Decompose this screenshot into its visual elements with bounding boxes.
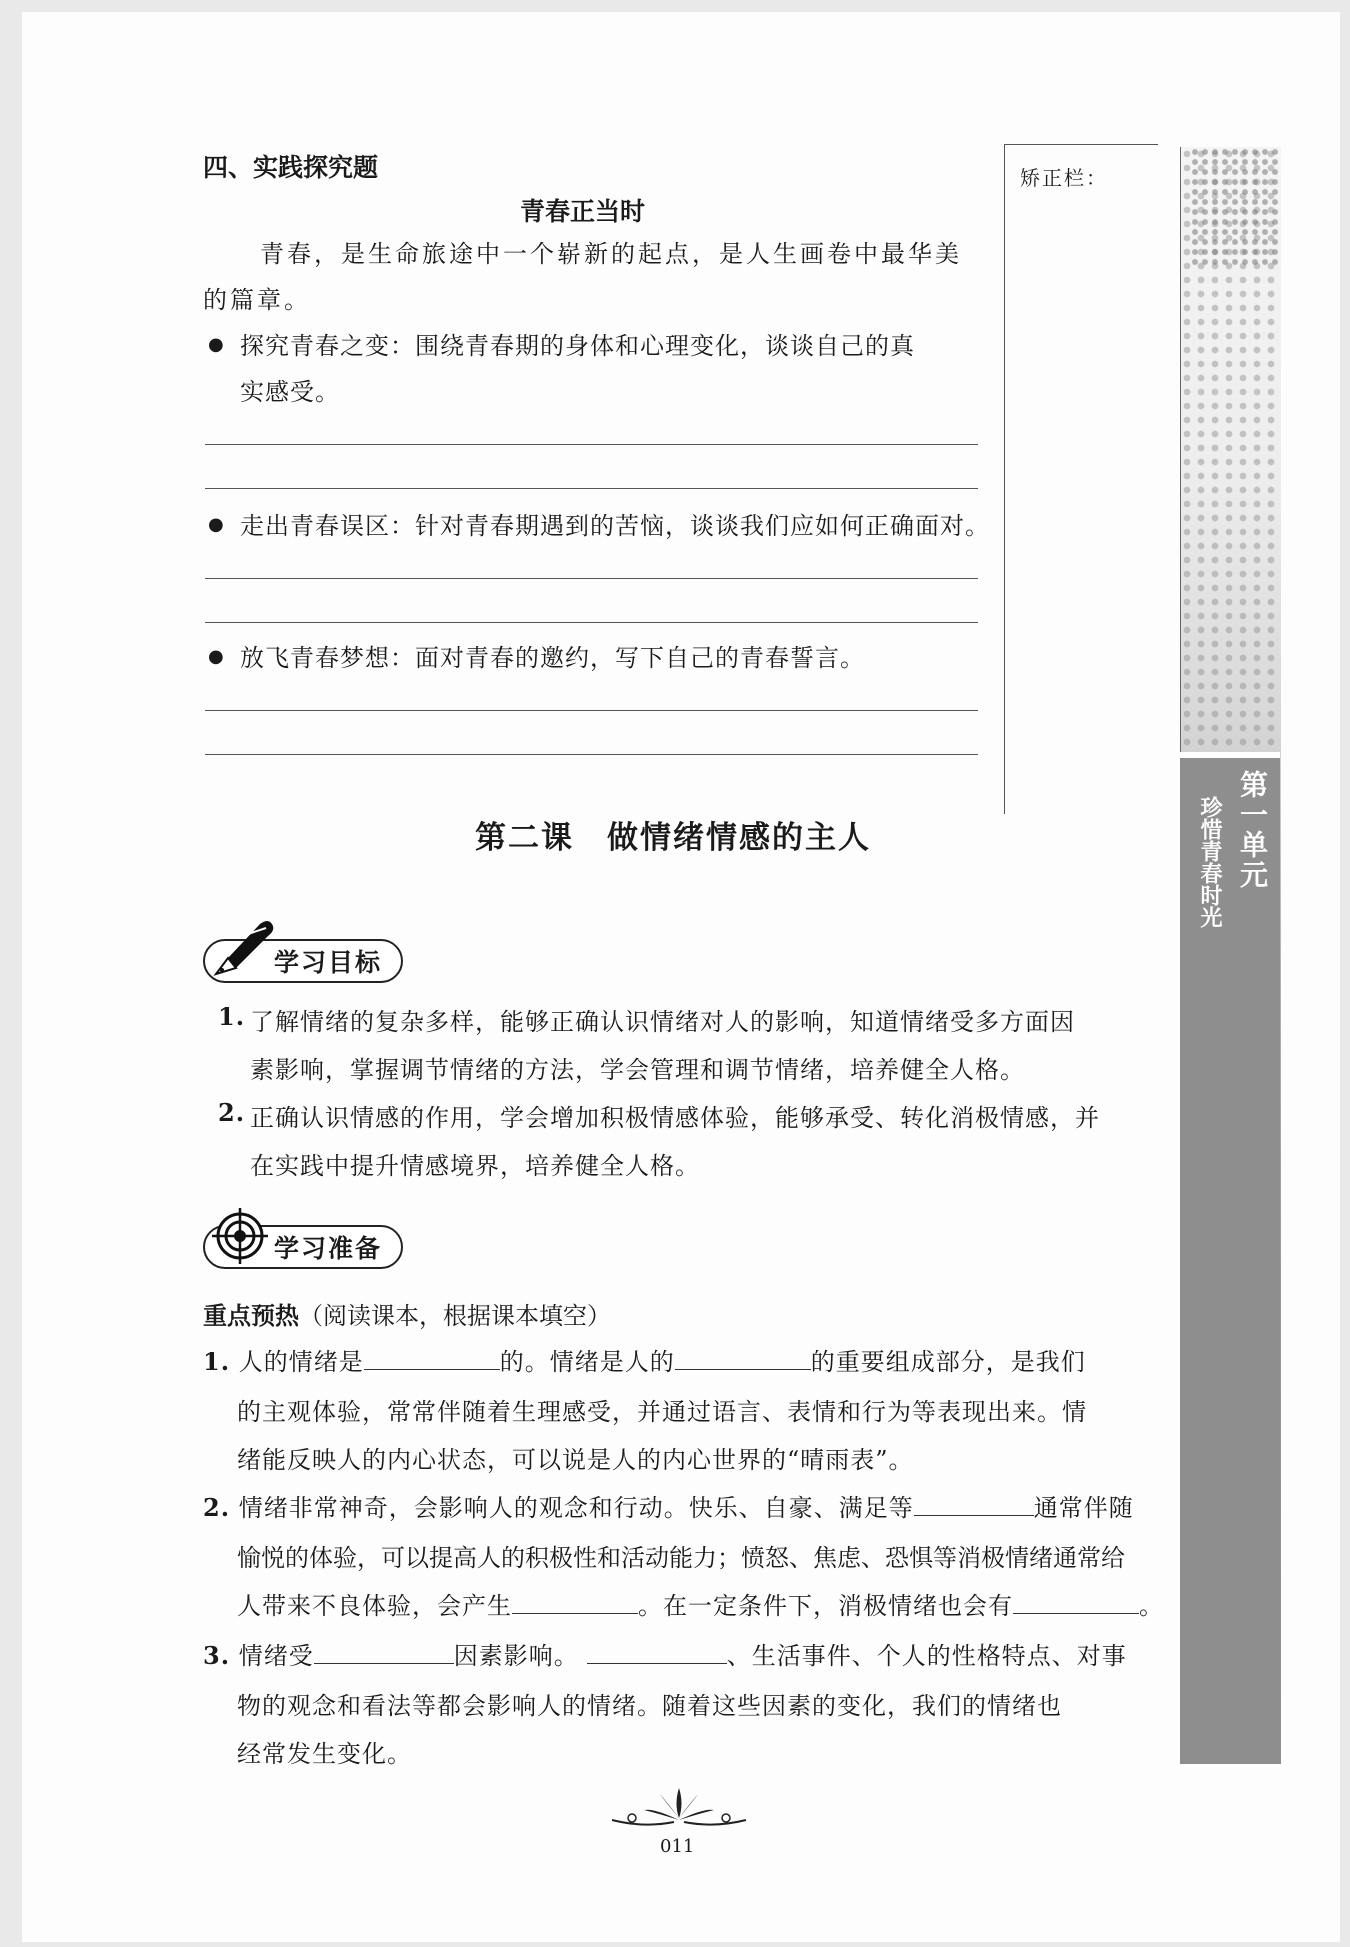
q1-line-3: 绪能反映人的内心状态，可以说是人的内心世界的“晴雨表”。 (237, 1446, 914, 1474)
warmup-note: （阅读课本，根据课本填空） (299, 1302, 611, 1330)
bullet-3-line-1: 放飞青春梦想：面对青春的邀约，写下自己的青春誓言。 (240, 644, 865, 672)
fill-blank[interactable] (1013, 1591, 1139, 1614)
q2-number: 2. (203, 1493, 231, 1522)
intro-line-1: 青春，是生命旅途中一个崭新的起点，是人生画卷中最华美 (260, 240, 962, 268)
correction-label: 矫正栏： (1020, 166, 1108, 190)
goal-1-line-1: 了解情绪的复杂多样，能够正确认识情绪对人的影响，知道情绪受多方面因 (250, 1008, 1075, 1036)
answer-line[interactable] (205, 578, 978, 579)
question-3 (203, 1636, 1127, 1671)
goal-1-line-2: 素影响，掌握调节情绪的方法，学会管理和调节情绪，培养健全人格。 (250, 1056, 1025, 1084)
fill-blank[interactable] (314, 1641, 454, 1664)
q3-line-2: 物的观念和看法等都会影响人的情绪。随着这些因素的变化，我们的情绪也 (237, 1692, 1062, 1720)
answer-line[interactable] (205, 754, 978, 755)
q2-text-b: 通常伴随 (1033, 1494, 1134, 1522)
q1-line-2: 的主观体验，常常伴随着生理感受，并通过语言、表情和行为等表现出来。情 (237, 1398, 1087, 1426)
q3-text-b: 因素影响。 (453, 1642, 579, 1670)
fill-blank[interactable] (364, 1347, 500, 1370)
bullet-dot-icon: ● (208, 334, 224, 355)
q2-text-l3b: 。在一定条件下，消极情绪也会有 (638, 1592, 1013, 1620)
fill-blank[interactable] (512, 1591, 638, 1614)
target-icon (210, 1206, 270, 1270)
bullet-dot-icon: ● (208, 514, 224, 535)
warmup-title: 重点预热 (203, 1302, 299, 1330)
answer-line[interactable] (205, 710, 978, 711)
fill-blank[interactable] (587, 1641, 727, 1664)
fill-blank[interactable] (914, 1493, 1034, 1516)
intro-line-2: 的篇章。 (203, 286, 311, 314)
q2-text-a: 情绪非常神奇，会影响人的观念和行动。快乐、自豪、满足等 (238, 1494, 914, 1522)
floral-ornament-icon (604, 1784, 754, 1840)
q3-number: 3. (203, 1641, 231, 1670)
q3-text-a: 情绪受 (238, 1642, 314, 1670)
goal-2-line-2: 在实践中提升情感境界，培养健全人格。 (250, 1152, 700, 1180)
q3-text-c: 、生活事件、个人的性格特点、对事 (726, 1642, 1127, 1670)
unit-label: 第一单元 (1236, 770, 1269, 890)
correction-column-top-border (1004, 144, 1158, 145)
bullet-dot-icon: ● (208, 646, 224, 667)
q1-number: 1. (203, 1347, 231, 1376)
q2-text-l3c: 。 (1139, 1592, 1164, 1620)
section-heading: 四、实践探究题 (203, 153, 379, 182)
q3-line-3: 经常发生变化。 (237, 1740, 412, 1768)
pen-icon (208, 918, 278, 984)
q1-text-c: 的重要组成部分，是我们 (810, 1348, 1086, 1376)
bullet-2-line-1: 走出青春误区：针对青春期遇到的苦恼，谈谈我们应如何正确面对。 (240, 512, 990, 540)
q1-text-a: 人的情绪是 (238, 1348, 364, 1376)
prep-heading: 学习准备 (274, 1234, 383, 1263)
answer-line[interactable] (205, 622, 978, 623)
q2-text-l3a: 人带来不良体验，会产生 (237, 1592, 512, 1620)
correction-column-border (1004, 144, 1005, 814)
q2-line-2: 愉悦的体验，可以提高人的积极性和活动能力；愤怒、焦虑、恐惧等消极情绪通常给 (237, 1544, 1125, 1572)
bullet-1-line-2: 实感受。 (240, 378, 340, 406)
lesson-title: 第二课 做情绪情感的主人 (475, 820, 871, 856)
page-number: 011 (660, 1836, 695, 1857)
goal-2-number: 2. (218, 1098, 246, 1127)
goal-1-number: 1. (218, 1002, 246, 1031)
question-1 (203, 1342, 1086, 1377)
halftone-pattern-top (1190, 147, 1280, 267)
unit-title: 珍惜青春时光 (1197, 796, 1222, 928)
goal-2-line-1: 正确认识情感的作用，学会增加积极情感体验，能够承受、转化消极情感，并 (250, 1104, 1100, 1132)
q2-line-3 (237, 1586, 1164, 1621)
answer-line[interactable] (205, 444, 978, 445)
goals-heading: 学习目标 (274, 948, 383, 977)
answer-line[interactable] (205, 488, 978, 489)
question-2 (203, 1488, 1134, 1523)
warmup-heading (203, 1296, 611, 1331)
bullet-1-line-1: 探究青春之变：围绕青春期的身体和心理变化，谈谈自己的真 (240, 332, 915, 360)
q1-text-b: 的。情绪是人的 (499, 1348, 675, 1376)
fill-blank[interactable] (675, 1347, 811, 1370)
section-title: 青春正当时 (520, 197, 646, 226)
